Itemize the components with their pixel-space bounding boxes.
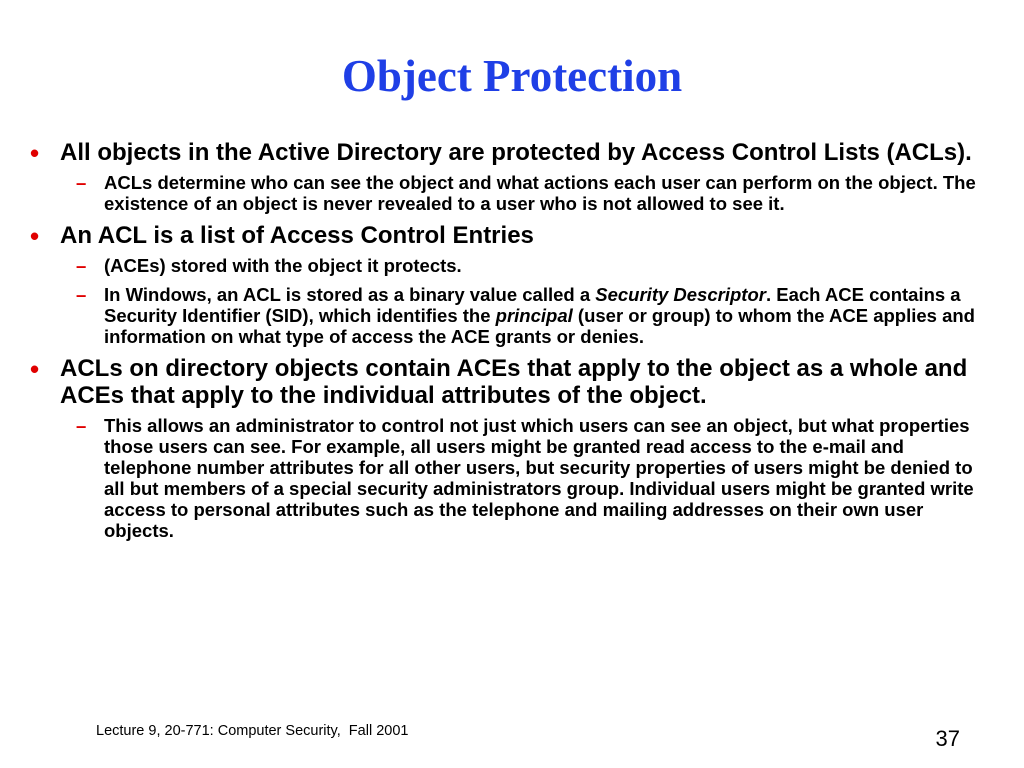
bullet-dot-icon: • [30, 138, 40, 168]
dash-icon: – [76, 284, 87, 305]
dash-icon: – [76, 172, 87, 193]
emphasis-term: principal [495, 305, 573, 326]
bullet-text: An ACL is a list of Access Control Entries [60, 222, 534, 249]
bullet-dot-icon: • [30, 221, 40, 251]
bullet-item [30, 355, 990, 409]
text-segment: . Each ACE contains a Security Identifier (SID), which identifies the [104, 284, 961, 326]
text-segment: In Windows, an ACL is stored as a binary value called a [104, 284, 596, 305]
sub-bullet-item [30, 284, 990, 347]
sub-bullet-item [30, 415, 990, 541]
emphasis-term: Security Descriptor [595, 284, 766, 305]
slide-title: Object Protection [341, 51, 683, 101]
bullet-text: ACLs on directory objects contain ACEs that apply to the object as a whole and ACEs that apply to the individual attributes of the object. [60, 355, 968, 409]
bullet-item [30, 139, 990, 166]
sub-bullet-text: (ACEs) stored with the object it protects. [104, 255, 462, 276]
text-segment: (user or group) to whom the ACE applies and information on what type of access the ACE grants or denies. [104, 305, 975, 347]
sub-bullet-item [30, 255, 990, 276]
dash-icon: – [76, 415, 87, 436]
dash-icon: – [76, 255, 87, 276]
footer-text: Lecture 9, 20-771: Computer Security, Fall 2001 [96, 723, 409, 739]
sub-bullet-text: This allows an administrator to control not just which users can see an object, but what properties those users can see. For example, all users might be granted read access to the e-mail and telephone number attributes for all other users, but security properties of users might be denied to all but members of a special security administrators group. Individual users might be granted write access to personal attributes such as the telephone and mailing addresses on their own user objects. [104, 415, 974, 541]
slide-body [30, 139, 990, 549]
bullet-dot-icon: • [30, 354, 40, 384]
bullet-item [30, 222, 990, 249]
sub-bullet-item [30, 172, 990, 214]
sub-bullet-text: ACLs determine who can see the object and what actions each user can perform on the object. The existence of an object is never revealed to a user who is not allowed to see it. [104, 172, 976, 214]
bullet-text: All objects in the Active Directory are protected by Access Control Lists (ACLs). [60, 139, 972, 166]
page-number: 37 [935, 726, 960, 751]
sub-bullet-text [104, 284, 975, 347]
